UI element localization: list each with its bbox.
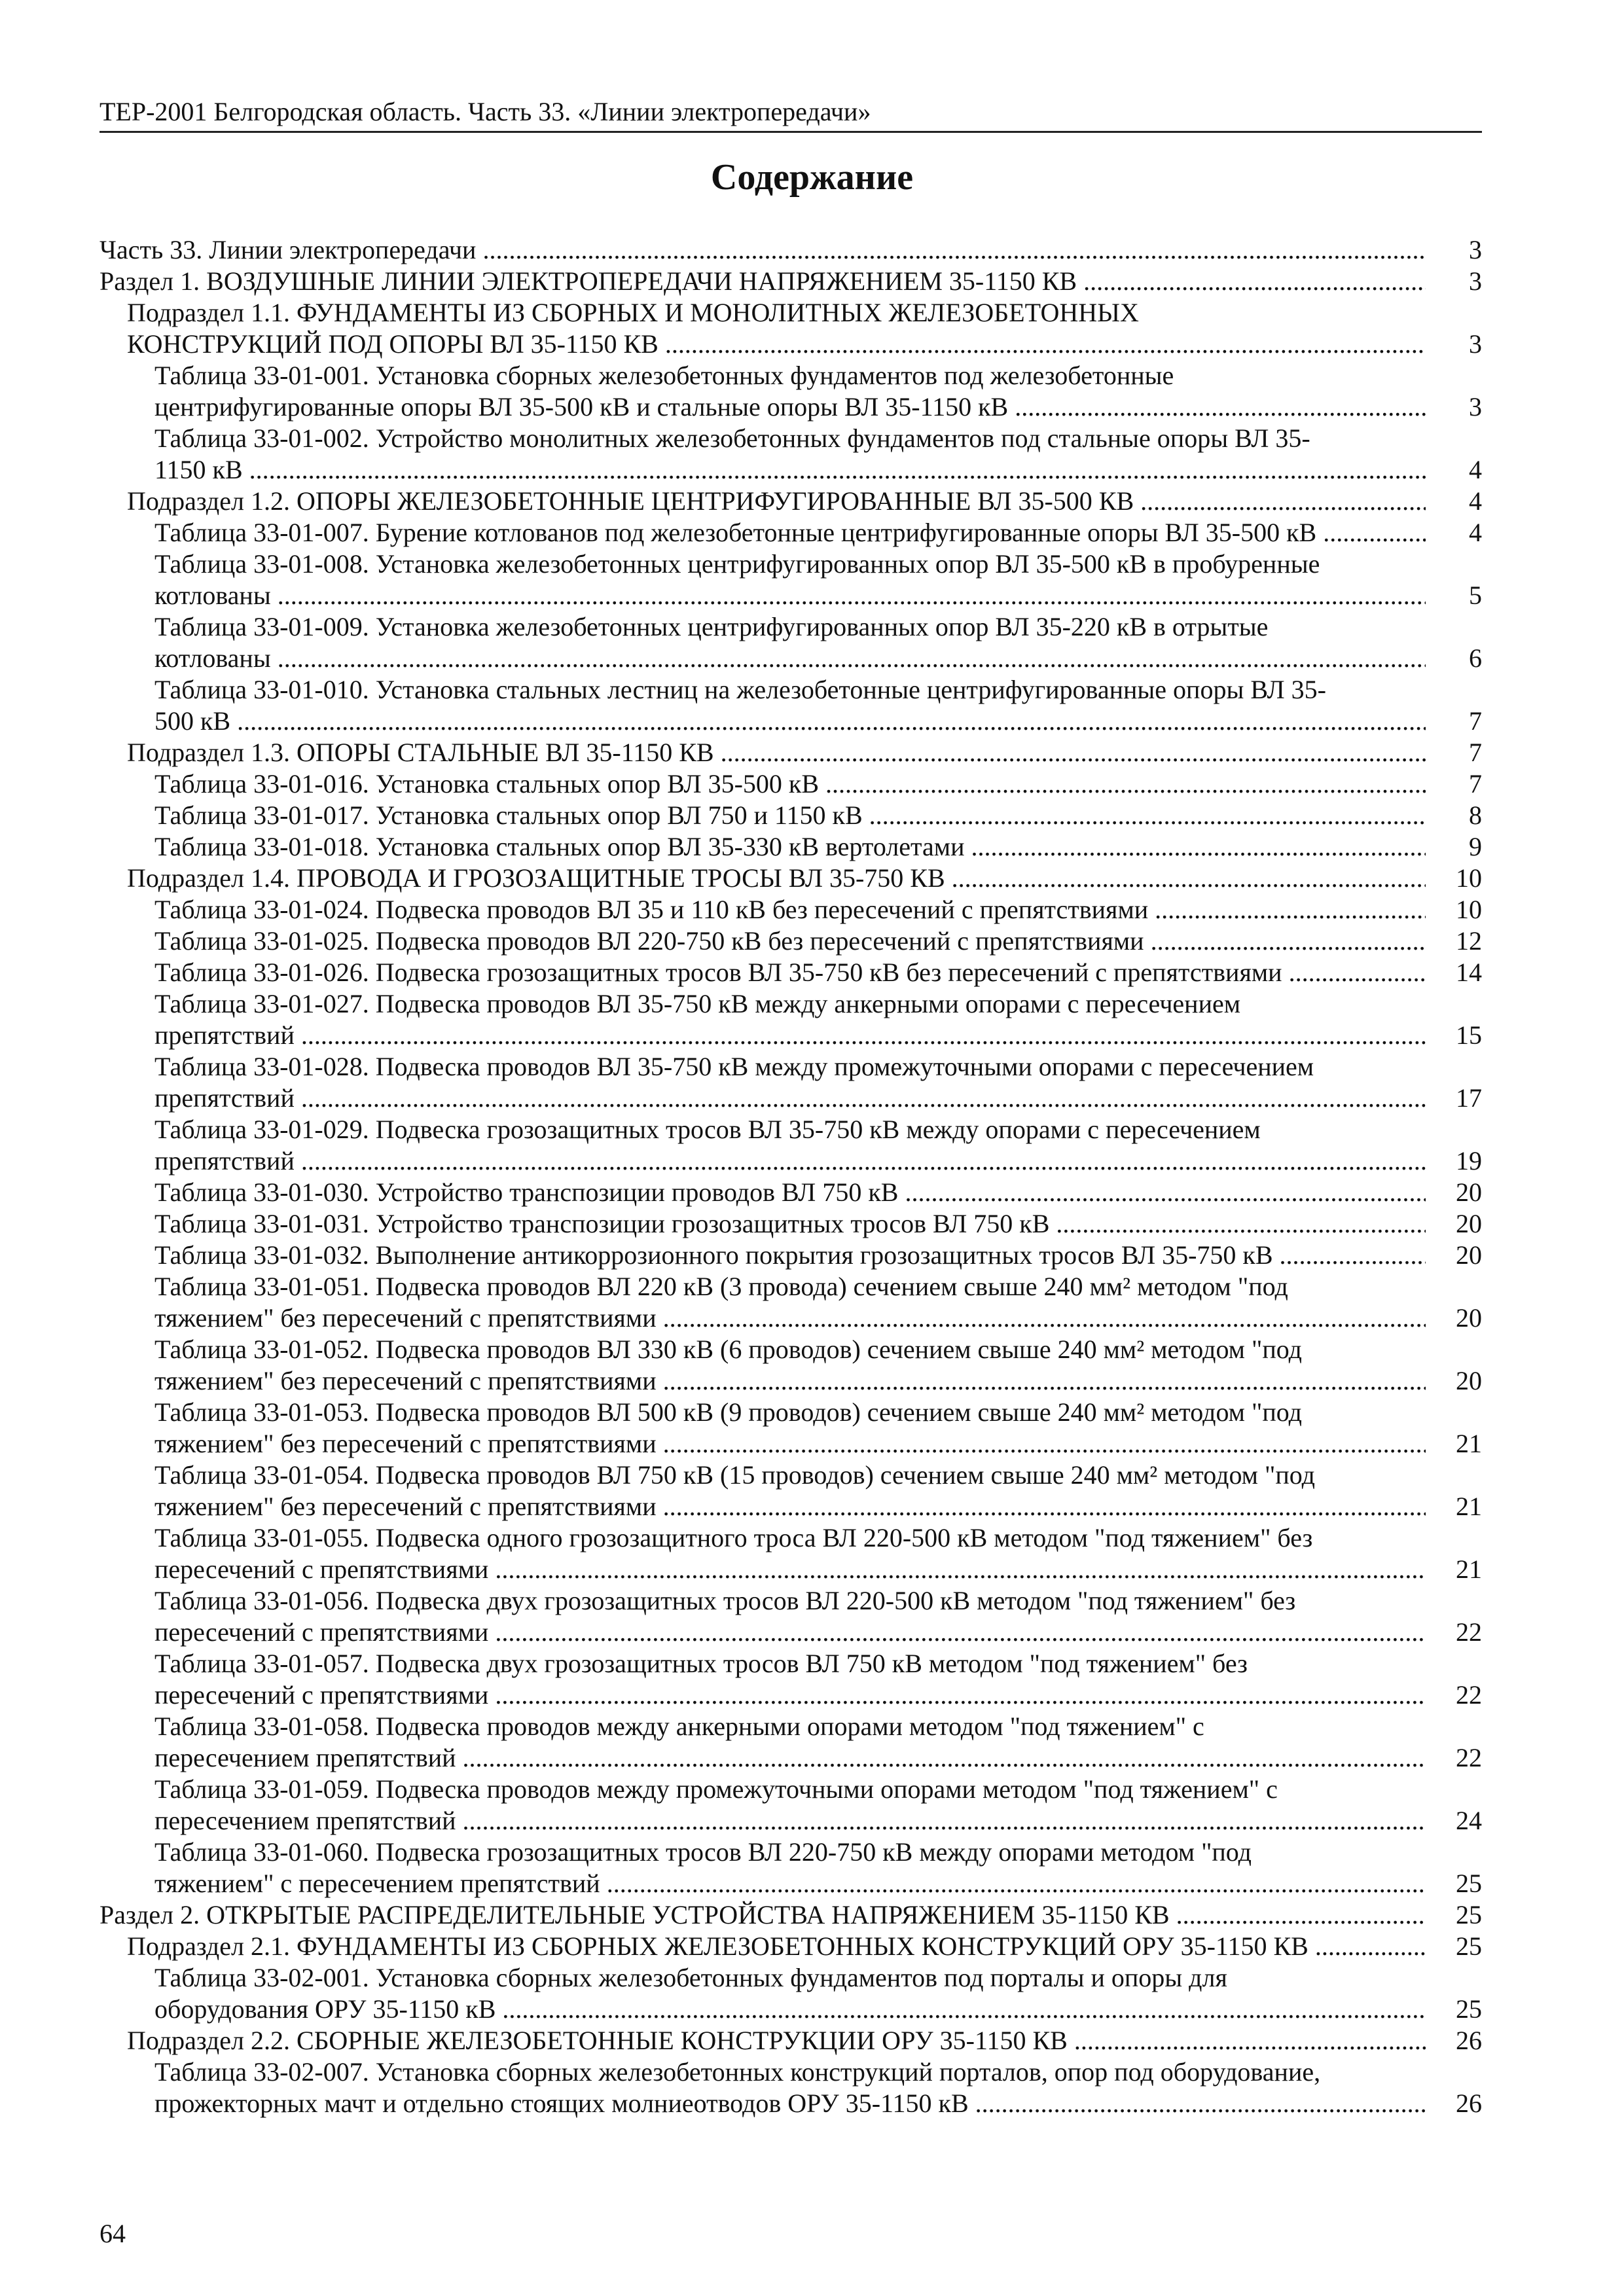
toc-page-number: 14 xyxy=(1430,957,1482,988)
toc-entry-text: Таблица 33-01-027. Подвеска проводов ВЛ 35-750 кВ между анкерными опорами с пересечением xyxy=(154,989,1241,1018)
toc-page-number: 3 xyxy=(1430,329,1482,360)
toc-page-number: 9 xyxy=(1430,831,1482,863)
toc-page-number: 20 xyxy=(1430,1302,1482,1334)
toc-entry-text: Подраздел 1.3. ОПОРЫ СТАЛЬНЫЕ ВЛ 35-1150 КВ ..... xyxy=(127,737,1426,768)
toc-entry[interactable] xyxy=(99,768,1482,800)
toc-entry[interactable] xyxy=(99,517,1482,548)
toc-entry-text: Таблица 33-01-051. Подвеска проводов ВЛ 220 кВ (3 провода) сечением свыше 240 мм² методом "под xyxy=(154,1272,1288,1301)
toc-page-number: 3 xyxy=(1430,266,1482,297)
toc-entry-text: Таблица 33-02-007. Установка сборных железобетонных конструкций порталов, опор под оборудование, xyxy=(154,2057,1321,2087)
toc-entry-text: Таблица 33-01-057. Подвеска двух грозозащитных тросов ВЛ 750 кВ методом "под тяжением" без xyxy=(154,1649,1248,1678)
toc-entry[interactable] xyxy=(99,1711,1482,1774)
toc-page-number: 20 xyxy=(1430,1208,1482,1240)
toc-page-number: 20 xyxy=(1430,1177,1482,1208)
toc-entry-text: Таблица 33-01-054. Подвеска проводов ВЛ 750 кВ (15 проводов) сечением свыше 240 мм² методом "под xyxy=(154,1460,1315,1490)
toc-entry-text: пересечением препятствий ..... xyxy=(154,1805,1426,1837)
toc-entry-text: пересечений с препятствиями ..... xyxy=(154,1679,1426,1711)
toc-entry-text: Таблица 33-01-030. Устройство транспозиции проводов ВЛ 750 кВ ..... xyxy=(154,1177,1426,1208)
toc-page-number: 21 xyxy=(1430,1491,1482,1522)
toc-entry-text: препятствий ..... xyxy=(154,1020,1426,1051)
toc-entry-text: котлованы ..... xyxy=(154,643,1426,674)
toc-page-number: 20 xyxy=(1430,1240,1482,1271)
toc-entry[interactable] xyxy=(99,1837,1482,1899)
toc-page-number: 6 xyxy=(1430,643,1482,674)
toc-page-number: 15 xyxy=(1430,1020,1482,1051)
toc-entry-text: оборудования ОРУ 35-1150 кВ ..... xyxy=(154,1994,1426,2025)
toc-entry-text: тяжением" без пересечений с препятствиями ..... xyxy=(154,1302,1426,1334)
toc-entry-text: Таблица 33-01-017. Установка стальных опор ВЛ 750 и 1150 кВ ..... xyxy=(154,800,1426,831)
toc-entry-text: Таблица 33-01-008. Установка железобетонных центрифугированных опор ВЛ 35-500 кВ в пробуренные xyxy=(154,549,1320,579)
toc-entry-text: Таблица 33-01-028. Подвеска проводов ВЛ 35-750 кВ между промежуточными опорами с пересечением xyxy=(154,1052,1314,1081)
toc-entry-text: Таблица 33-01-052. Подвеска проводов ВЛ 330 кВ (6 проводов) сечением свыше 240 мм² методом "под xyxy=(154,1335,1302,1364)
toc-entry-text: Таблица 33-01-009. Установка железобетонных центрифугированных опор ВЛ 35-220 кВ в отрытые xyxy=(154,612,1269,641)
page-title: Содержание xyxy=(710,157,914,198)
toc-entry[interactable] xyxy=(99,1460,1482,1522)
toc-page-number: 8 xyxy=(1430,800,1482,831)
toc-entry-text: Таблица 33-02-001. Установка сборных железобетонных фундаментов под порталы и опоры для xyxy=(154,1963,1227,1992)
toc-entry-text: Таблица 33-01-060. Подвеска грозозащитных тросов ВЛ 220-750 кВ между опорами методом "под xyxy=(154,1837,1252,1867)
toc-entry[interactable] xyxy=(99,1177,1482,1208)
toc-page-number: 17 xyxy=(1430,1083,1482,1114)
toc-entry-text: Таблица 33-01-018. Установка стальных опор ВЛ 35-330 кВ вертолетами ..... xyxy=(154,831,1426,863)
toc-entry[interactable] xyxy=(99,1648,1482,1711)
toc-entry[interactable] xyxy=(99,1271,1482,1334)
toc-entry-text: Таблица 33-01-053. Подвеска проводов ВЛ 500 кВ (9 проводов) сечением свыше 240 мм² методом "под xyxy=(154,1397,1302,1427)
toc-entry-text: прожекторных мачт и отдельно стоящих молниеотводов ОРУ 35-1150 кВ ..... xyxy=(154,2088,1426,2119)
toc-entry[interactable] xyxy=(99,894,1482,925)
toc-page-number: 4 xyxy=(1430,454,1482,486)
toc-page-number: 22 xyxy=(1430,1679,1482,1711)
toc-entry-text: Подраздел 1.2. ОПОРЫ ЖЕЛЕЗОБЕТОННЫЕ ЦЕНТРИФУГИРОВАННЫЕ ВЛ 35-500 КВ ..... xyxy=(127,486,1426,517)
toc-entry-text: тяжением" без пересечений с препятствиями ..... xyxy=(154,1491,1426,1522)
toc-entry-text: Таблица 33-01-029. Подвеска грозозащитных тросов ВЛ 35-750 кВ между опорами с пересечением xyxy=(154,1115,1261,1144)
toc-entry[interactable] xyxy=(99,800,1482,831)
table-of-contents xyxy=(99,234,1482,2119)
toc-page-number: 7 xyxy=(1430,706,1482,737)
toc-entry[interactable] xyxy=(99,234,1482,266)
toc-entry-text: Таблица 33-01-016. Установка стальных опор ВЛ 35-500 кВ ..... xyxy=(154,768,1426,800)
toc-page-number: 7 xyxy=(1430,737,1482,768)
toc-entry[interactable] xyxy=(99,1051,1482,1114)
toc-entry-text: Таблица 33-01-031. Устройство транспозиции грозозащитных тросов ВЛ 750 кВ ..... xyxy=(154,1208,1426,1240)
toc-entry[interactable] xyxy=(99,674,1482,737)
toc-entry[interactable] xyxy=(99,863,1482,894)
toc-entry-text: пересечений с препятствиями ..... xyxy=(154,1617,1426,1648)
toc-entry-text: Таблица 33-01-002. Устройство монолитных железобетонных фундаментов под стальные опоры ВЛ 35- xyxy=(154,423,1310,453)
toc-entry[interactable] xyxy=(99,297,1482,360)
toc-page-number: 5 xyxy=(1430,580,1482,611)
toc-entry[interactable] xyxy=(99,1962,1482,2025)
toc-entry[interactable] xyxy=(99,737,1482,768)
toc-page-number: 26 xyxy=(1430,2088,1482,2119)
toc-page-number: 25 xyxy=(1430,1899,1482,1931)
toc-entry[interactable] xyxy=(99,1585,1482,1648)
toc-entry[interactable] xyxy=(99,1522,1482,1585)
toc-page-number: 25 xyxy=(1430,1994,1482,2025)
toc-entry[interactable] xyxy=(99,1240,1482,1271)
toc-entry-text: Таблица 33-01-032. Выполнение антикоррозионного покрытия грозозащитных тросов ВЛ 35-750 кВ ..... xyxy=(154,1240,1426,1271)
toc-entry-text: Таблица 33-01-026. Подвеска грозозащитных тросов ВЛ 35-750 кВ без пересечений с препятствиями ..... xyxy=(154,957,1426,988)
toc-page-number: 21 xyxy=(1430,1428,1482,1460)
toc-entry-text: КОНСТРУКЦИЙ ПОД ОПОРЫ ВЛ 35-1150 КВ ..... xyxy=(127,329,1426,360)
toc-entry-text: Таблица 33-01-055. Подвеска одного грозозащитного троса ВЛ 220-500 кВ методом "под тяжением" без xyxy=(154,1523,1313,1552)
page-number: 64 xyxy=(99,2219,126,2248)
toc-entry-text: центрифугированные опоры ВЛ 35-500 кВ и стальные опоры ВЛ 35-1150 кВ ..... xyxy=(154,391,1426,423)
toc-page-number: 26 xyxy=(1430,2025,1482,2056)
toc-page-number: 21 xyxy=(1430,1554,1482,1585)
toc-page-number: 22 xyxy=(1430,1742,1482,1774)
toc-page-number: 4 xyxy=(1430,486,1482,517)
toc-entry[interactable] xyxy=(99,925,1482,957)
running-header: ТЕР-2001 Белгородская область. Часть 33. «Линии электропередачи» xyxy=(99,96,1482,133)
toc-entry-text: препятствий ..... xyxy=(154,1083,1426,1114)
toc-entry[interactable] xyxy=(99,1397,1482,1460)
toc-entry[interactable] xyxy=(99,266,1482,297)
toc-entry-text: Таблица 33-01-007. Бурение котлованов под железобетонные центрифугированные опоры ВЛ 35-500 кВ ..... xyxy=(154,517,1426,548)
toc-page-number: 20 xyxy=(1430,1365,1482,1397)
toc-entry[interactable] xyxy=(99,611,1482,674)
toc-page-number: 4 xyxy=(1430,517,1482,548)
toc-entry-text: Таблица 33-01-010. Установка стальных лестниц на железобетонные центрифугированные опоры ВЛ 35- xyxy=(154,675,1326,704)
toc-entry[interactable] xyxy=(99,486,1482,517)
toc-page-number: 25 xyxy=(1430,1931,1482,1962)
toc-page-number: 7 xyxy=(1430,768,1482,800)
toc-entry-text: Подраздел 2.2. СБОРНЫЕ ЖЕЛЕЗОБЕТОННЫЕ КОНСТРУКЦИИ ОРУ 35-1150 КВ ..... xyxy=(127,2025,1426,2056)
toc-entry-text: Подраздел 2.1. ФУНДАМЕНТЫ ИЗ СБОРНЫХ ЖЕЛЕЗОБЕТОННЫХ КОНСТРУКЦИЙ ОРУ 35-1150 КВ ..... xyxy=(127,1931,1426,1962)
toc-entry-text: котлованы ..... xyxy=(154,580,1426,611)
toc-entry-text: 500 кВ ..... xyxy=(154,706,1426,737)
toc-page-number: 3 xyxy=(1430,391,1482,423)
toc-entry-text: Раздел 2. ОТКРЫТЫЕ РАСПРЕДЕЛИТЕЛЬНЫЕ УСТРОЙСТВА НАПРЯЖЕНИЕМ 35-1150 КВ ..... xyxy=(99,1899,1426,1931)
toc-entry[interactable] xyxy=(99,1774,1482,1837)
toc-entry-text: Таблица 33-01-001. Установка сборных железобетонных фундаментов под железобетонные xyxy=(154,361,1174,390)
toc-entry[interactable] xyxy=(99,1208,1482,1240)
toc-entry[interactable] xyxy=(99,831,1482,863)
toc-entry-text: тяжением" с пересечением препятствий ..... xyxy=(154,1868,1426,1899)
toc-page-number: 3 xyxy=(1430,234,1482,266)
toc-entry[interactable] xyxy=(99,957,1482,988)
toc-entry-text: пересечений с препятствиями ..... xyxy=(154,1554,1426,1585)
toc-entry-text: 1150 кВ ..... xyxy=(154,454,1426,486)
toc-entry-text: Раздел 1. ВОЗДУШНЫЕ ЛИНИИ ЭЛЕКТРОПЕРЕДАЧИ НАПРЯЖЕНИЕМ 35-1150 КВ ..... xyxy=(99,266,1426,297)
toc-entry[interactable] xyxy=(99,1899,1482,1931)
toc-page-number: 25 xyxy=(1430,1868,1482,1899)
toc-page-number: 10 xyxy=(1430,894,1482,925)
toc-entry-text: Таблица 33-01-056. Подвеска двух грозозащитных тросов ВЛ 220-500 кВ методом "под тяжением" без xyxy=(154,1586,1296,1615)
toc-page-number: 10 xyxy=(1430,863,1482,894)
toc-entry[interactable] xyxy=(99,548,1482,611)
toc-entry[interactable] xyxy=(99,1334,1482,1397)
toc-entry-text: Часть 33. Линии электропередачи ..... xyxy=(99,234,1426,266)
toc-entry[interactable] xyxy=(99,2025,1482,2056)
toc-entry-text: Таблица 33-01-024. Подвеска проводов ВЛ 35 и 110 кВ без пересечений с препятствиями ..... xyxy=(154,894,1426,925)
toc-entry[interactable] xyxy=(99,360,1482,423)
toc-entry[interactable] xyxy=(99,1114,1482,1177)
toc-page-number: 22 xyxy=(1430,1617,1482,1648)
toc-entry-text: тяжением" без пересечений с препятствиями ..... xyxy=(154,1365,1426,1397)
toc-entry-text: Подраздел 1.4. ПРОВОДА И ГРОЗОЗАЩИТНЫЕ ТРОСЫ ВЛ 35-750 КВ ..... xyxy=(127,863,1426,894)
toc-entry-text: препятствий ..... xyxy=(154,1145,1426,1177)
toc-entry-text: Таблица 33-01-058. Подвеска проводов между анкерными опорами методом "под тяжением" с xyxy=(154,1712,1204,1741)
toc-entry[interactable] xyxy=(99,2056,1482,2119)
toc-page-number: 12 xyxy=(1430,925,1482,957)
toc-entry-text: тяжением" без пересечений с препятствиями ..... xyxy=(154,1428,1426,1460)
toc-entry-text: пересечением препятствий ..... xyxy=(154,1742,1426,1774)
toc-page-number: 19 xyxy=(1430,1145,1482,1177)
toc-entry-text: Таблица 33-01-025. Подвеска проводов ВЛ 220-750 кВ без пересечений с препятствиями ..... xyxy=(154,925,1426,957)
toc-entry[interactable] xyxy=(99,988,1482,1051)
toc-entry[interactable] xyxy=(99,423,1482,486)
toc-page-number: 24 xyxy=(1430,1805,1482,1837)
toc-entry-text: Таблица 33-01-059. Подвеска проводов между промежуточными опорами методом "под тяжением" с xyxy=(154,1774,1278,1804)
toc-entry-text: Подраздел 1.1. ФУНДАМЕНТЫ ИЗ СБОРНЫХ И МОНОЛИТНЫХ ЖЕЛЕЗОБЕТОННЫХ xyxy=(127,298,1139,327)
toc-entry[interactable] xyxy=(99,1931,1482,1962)
